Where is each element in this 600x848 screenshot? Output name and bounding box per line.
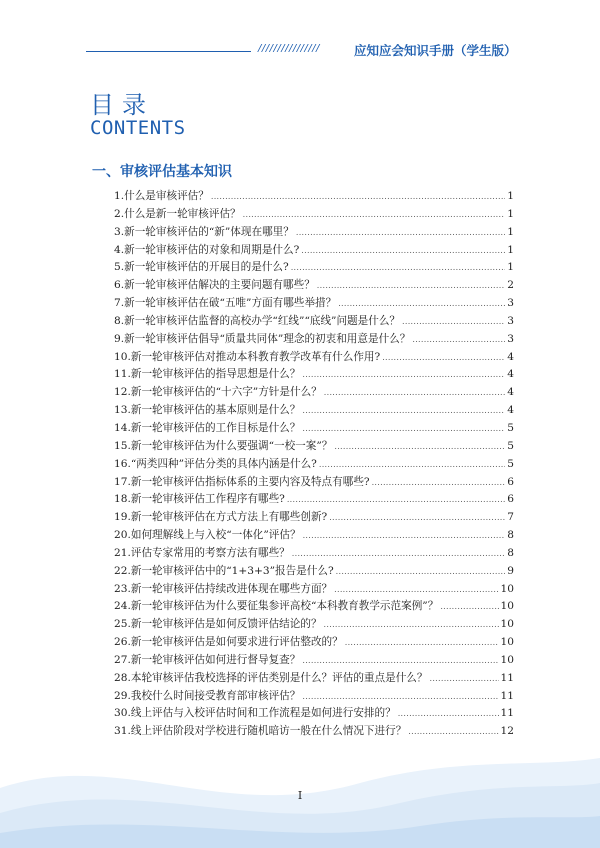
wave-decoration	[0, 728, 600, 848]
toc-leader-dots	[382, 351, 505, 363]
toc-leader-dots	[317, 279, 505, 291]
toc-entry[interactable]	[114, 242, 514, 260]
toc-entry-title: 21.评估专家常用的考察方法有哪些？	[114, 546, 290, 559]
toc-entry-page: 10	[500, 636, 514, 649]
toc-entry[interactable]	[114, 366, 514, 384]
toc-entry[interactable]	[114, 670, 514, 688]
toc-entry-page: 8	[507, 546, 514, 559]
toc-entry-page: 3	[507, 314, 514, 327]
toc-entry-page: 11	[500, 671, 514, 684]
toc-leader-dots	[324, 386, 505, 398]
toc-entry-page: 1	[507, 243, 514, 256]
toc-entry[interactable]	[114, 634, 514, 652]
toc-entry-page: 11	[500, 707, 514, 720]
toc-entry-page: 12	[500, 725, 514, 738]
toc-entry-title: 19.新一轮审核评估在方式方法上有哪些创新?	[114, 511, 328, 524]
toc-entry-page: 10	[500, 653, 514, 666]
toc-leader-dots	[211, 190, 505, 202]
toc-entry-title: 26.新一轮审核评估是如何要求进行评估整改的？	[114, 636, 343, 649]
toc-leader-dots	[302, 404, 505, 416]
toc-entry-page: 3	[507, 332, 514, 345]
toc-entry-page: 3	[507, 297, 514, 310]
toc-entry[interactable]	[114, 259, 514, 277]
toc-entry-title: 23.新一轮审核评估持续改进体现在哪些方面？	[114, 582, 333, 595]
toc-leader-dots	[302, 422, 505, 434]
toc-entry[interactable]	[114, 616, 514, 634]
toc-leader-dots	[372, 476, 506, 488]
toc-leader-dots	[398, 707, 499, 719]
toc-entry-page: 10	[500, 600, 514, 613]
toc-leader-dots	[429, 672, 498, 684]
toc-entry-title: 9.新一轮审核评估倡导“质量共同体”理念的初衷和用意是什么？	[114, 332, 411, 345]
toc-entry-title: 25.新一轮审核评估是如何反馈评估结论的？	[114, 618, 322, 631]
toc-entry[interactable]	[114, 491, 514, 509]
toc-entry-page: 5	[507, 421, 514, 434]
toc-entry-page: 5	[507, 457, 514, 470]
toc-leader-dots	[292, 547, 505, 559]
toc-entry-page: 6	[507, 475, 514, 488]
toc-leader-dots	[329, 511, 505, 523]
toc-entry-page: 10	[500, 582, 514, 595]
toc-entry[interactable]	[114, 206, 514, 224]
toc-entry[interactable]	[114, 295, 514, 313]
header-rule	[86, 51, 251, 52]
toc-entry[interactable]	[114, 527, 514, 545]
toc-entry-title: 31.线上评估阶段对学校进行随机暗访一般在什么情况下进行？	[114, 725, 407, 738]
toc-entry-title: 22.新一轮审核评估中的“1+3+3”报告是什么?	[114, 564, 334, 577]
toc-entry-title: 27.新一轮审核评估如何进行督导复查？	[114, 653, 301, 666]
toc-entry[interactable]	[114, 545, 514, 563]
toc-leader-dots	[302, 654, 498, 666]
header-decoration: ////////////////	[258, 43, 320, 54]
toc-entry-title: 16.“两类四种”评估分类的具体内涵是什么?	[114, 457, 317, 470]
toc-entry[interactable]	[114, 581, 514, 599]
toc-entry-page: 7	[507, 511, 514, 524]
toc-entry-title: 11.新一轮审核评估的指导思想是什么？	[114, 368, 301, 381]
toc-subtitle: CONTENTS	[90, 117, 186, 139]
toc-leader-dots	[243, 208, 506, 220]
toc-entry-page: 1	[507, 190, 514, 202]
toc-leader-dots	[336, 565, 506, 577]
toc-entry-page: 8	[507, 529, 514, 542]
toc-entry-title: 2.什么是新一轮审核评估？	[114, 207, 241, 220]
toc-entry-title: 8.新一轮审核评估监督的高校办学“红线”“底线”问题是什么？	[114, 314, 401, 327]
toc-leader-dots	[302, 690, 498, 702]
toc-entry-title: 29.我校什么时间接受教育部审核评估？	[114, 689, 301, 702]
toc-leader-dots	[338, 297, 505, 309]
toc-entry-title: 24.新一轮审核评估为什么要征集参评高校“本科教育教学示范案例”？	[114, 600, 439, 613]
page-number: I	[297, 789, 303, 802]
toc-entry-title: 13.新一轮审核评估的基本原则是什么？	[114, 404, 301, 417]
toc-leader-dots	[302, 368, 505, 380]
toc-leader-dots	[287, 493, 505, 505]
handbook-title: 应知应会知识手册（学生版）	[354, 43, 517, 58]
toc-entry-title: 12.新一轮审核评估的“十六字”方针是什么？	[114, 386, 322, 399]
toc-entry[interactable]	[114, 652, 514, 670]
toc-leader-dots	[319, 458, 505, 470]
toc-leader-dots	[301, 244, 505, 256]
toc-entry[interactable]	[114, 384, 514, 402]
toc-entry[interactable]	[114, 688, 514, 706]
toc-entry-title: 18.新一轮审核评估工作程序有哪些?	[114, 493, 285, 506]
toc-entry[interactable]	[114, 224, 514, 242]
toc-leader-dots	[402, 315, 505, 327]
toc-entry-title: 20.如何理解线上与入校“一体化”评估？	[114, 529, 301, 542]
toc-leader-dots	[440, 600, 498, 612]
toc-entry-page: 4	[507, 386, 514, 399]
toc-entry-page: 10	[500, 618, 514, 631]
toc-entry-page: 1	[507, 261, 514, 274]
toc-entry-page: 4	[507, 404, 514, 417]
toc-entry-title: 1.什么是审核评估？	[114, 190, 209, 202]
toc-entry[interactable]	[114, 420, 514, 438]
toc-entry[interactable]	[114, 313, 514, 331]
toc-entry-title: 30.线上评估与入校评估时间和工作流程是如何进行安排的？	[114, 707, 396, 720]
toc-leader-dots	[334, 583, 498, 595]
toc-entry-page: 1	[507, 207, 514, 220]
toc-list	[114, 188, 514, 741]
toc-entry-page: 1	[507, 225, 514, 238]
toc-entry-page: 6	[507, 493, 514, 506]
toc-entry-title: 7.新一轮审核评估在破“五唯”方面有哪些举措？	[114, 297, 337, 310]
toc-entry[interactable]	[114, 563, 514, 581]
toc-leader-dots	[345, 636, 499, 648]
toc-entry-title: 17.新一轮审核评估指标体系的主要内容及特点有哪些?	[114, 475, 370, 488]
toc-entry[interactable]	[114, 402, 514, 420]
toc-entry-title: 3.新一轮审核评估的“新”体现在哪里？	[114, 225, 294, 238]
toc-entry-title: 6.新一轮审核评估解决的主要问题有哪些？	[114, 279, 315, 292]
toc-entry[interactable]	[114, 705, 514, 723]
toc-entry[interactable]	[114, 438, 514, 456]
toc-leader-dots	[324, 618, 499, 630]
toc-leader-dots	[291, 261, 506, 273]
toc-entry-title: 10.新一轮审核评估对推动本科教育教学改革有什么作用?	[114, 350, 381, 363]
toc-entry[interactable]	[114, 509, 514, 527]
toc-entry-page: 2	[507, 279, 514, 292]
toc-entry[interactable]	[114, 277, 514, 295]
toc-entry[interactable]	[114, 456, 514, 474]
toc-entry-page: 9	[507, 564, 514, 577]
toc-entry-title: 4.新一轮审核评估的对象和周期是什么?	[114, 243, 300, 256]
toc-title: 目录	[90, 91, 154, 119]
toc-entry-title: 28.本轮审核评估我校选择的评估类别是什么？评估的重点是什么？	[114, 671, 428, 684]
toc-entry-page: 5	[507, 439, 514, 452]
toc-entry-title: 5.新一轮审核评估的开展目的是什么?	[114, 261, 289, 274]
toc-entry[interactable]	[114, 349, 514, 367]
toc-entry-page: 4	[507, 368, 514, 381]
toc-entry[interactable]	[114, 188, 514, 206]
toc-entry-page: 11	[500, 689, 514, 702]
toc-leader-dots	[334, 440, 505, 452]
toc-entry-title: 15.新一轮审核评估为什么要强调“一校一案”？	[114, 439, 333, 452]
toc-leader-dots	[296, 226, 505, 238]
toc-entry[interactable]	[114, 474, 514, 492]
toc-entry[interactable]	[114, 598, 514, 616]
section-heading: 一、审核评估基本知识	[92, 164, 232, 180]
toc-entry-page: 4	[507, 350, 514, 363]
toc-leader-dots	[303, 529, 506, 541]
toc-leader-dots	[412, 333, 505, 345]
toc-entry[interactable]	[114, 331, 514, 349]
toc-entry-title: 14.新一轮审核评估的工作目标是什么？	[114, 421, 301, 434]
